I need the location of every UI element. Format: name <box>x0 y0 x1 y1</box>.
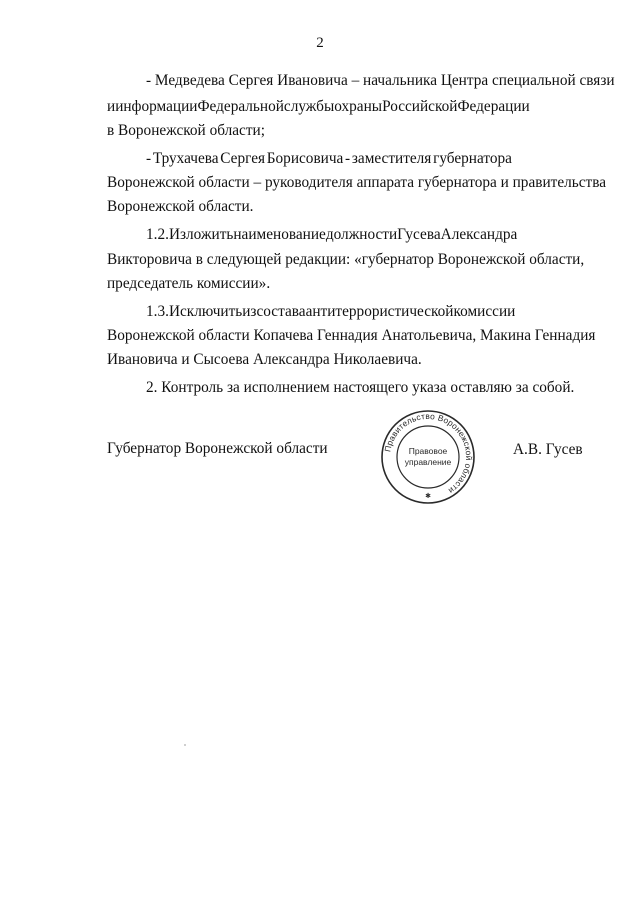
word: должности <box>325 226 398 243</box>
word: Трухачева <box>152 150 219 167</box>
scan-artifact <box>184 744 186 746</box>
word: Изложить <box>168 226 234 243</box>
word: и <box>107 98 116 115</box>
word: - <box>146 150 152 167</box>
word: антитеррористической <box>305 303 454 320</box>
word: губернатора <box>433 150 512 167</box>
p1-line-2 <box>107 97 530 117</box>
page-number: 2 <box>316 35 324 51</box>
word: службы <box>283 98 335 115</box>
p2-line-2: Воронежской области – руководителя аппарата губернатора и правительства <box>107 174 607 191</box>
p2-line-3: Воронежской области. <box>107 198 254 215</box>
p4-line-3: Ивановича и Сысоева Александра Николаевича. <box>107 351 422 368</box>
word: 1.3. <box>146 303 169 320</box>
word: наименование <box>233 226 326 243</box>
p3-line-3: председатель комиссии». <box>107 275 271 292</box>
p3-line-2: Викторовича в следующей редакции: «губернатор Воронежской области, <box>107 251 585 268</box>
word: Федерации <box>457 98 530 115</box>
word: заместителя <box>351 150 432 167</box>
p2-line-1 <box>146 149 512 169</box>
stamp-ring-text: Правительство Воронежской области <box>382 410 475 497</box>
word: 1.2. <box>146 226 169 243</box>
word: Александра <box>440 226 518 243</box>
word: информации <box>115 98 198 115</box>
word: Борисовича <box>266 150 344 167</box>
p5-line-1: 2. Контроль за исполнением настоящего указа оставляю за собой. <box>146 379 575 396</box>
word: Исключить <box>168 303 243 320</box>
word: Федеральной <box>197 98 284 115</box>
signature-position: Губернатор Воронежской области <box>107 440 328 457</box>
word: Гусева <box>397 226 441 243</box>
p1-line-3: в Воронежской области; <box>107 122 265 139</box>
stamp-star-icon: ✱ <box>425 492 431 500</box>
stamp-center-line-2: управление <box>404 457 452 467</box>
p1-line-1: - Медведева Сергея Ивановича – начальника Центра специальной связи <box>146 72 615 89</box>
word: охраны <box>334 98 383 115</box>
word: из <box>242 303 257 320</box>
word: - <box>345 150 351 167</box>
word: Российской <box>382 98 458 115</box>
official-stamp <box>379 408 477 506</box>
p4-line-2: Воронежской области Копачева Геннадия Анатольевича, Макина Геннадия <box>107 327 596 344</box>
word: Сергея <box>220 150 266 167</box>
signature-name: А.В. Гусев <box>513 441 583 458</box>
word: комиссии <box>453 303 516 320</box>
p3-line-1 <box>146 225 518 245</box>
stamp-center-line-1: Правовое <box>408 446 448 456</box>
word: состава <box>256 303 306 320</box>
p4-line-1 <box>146 302 516 322</box>
